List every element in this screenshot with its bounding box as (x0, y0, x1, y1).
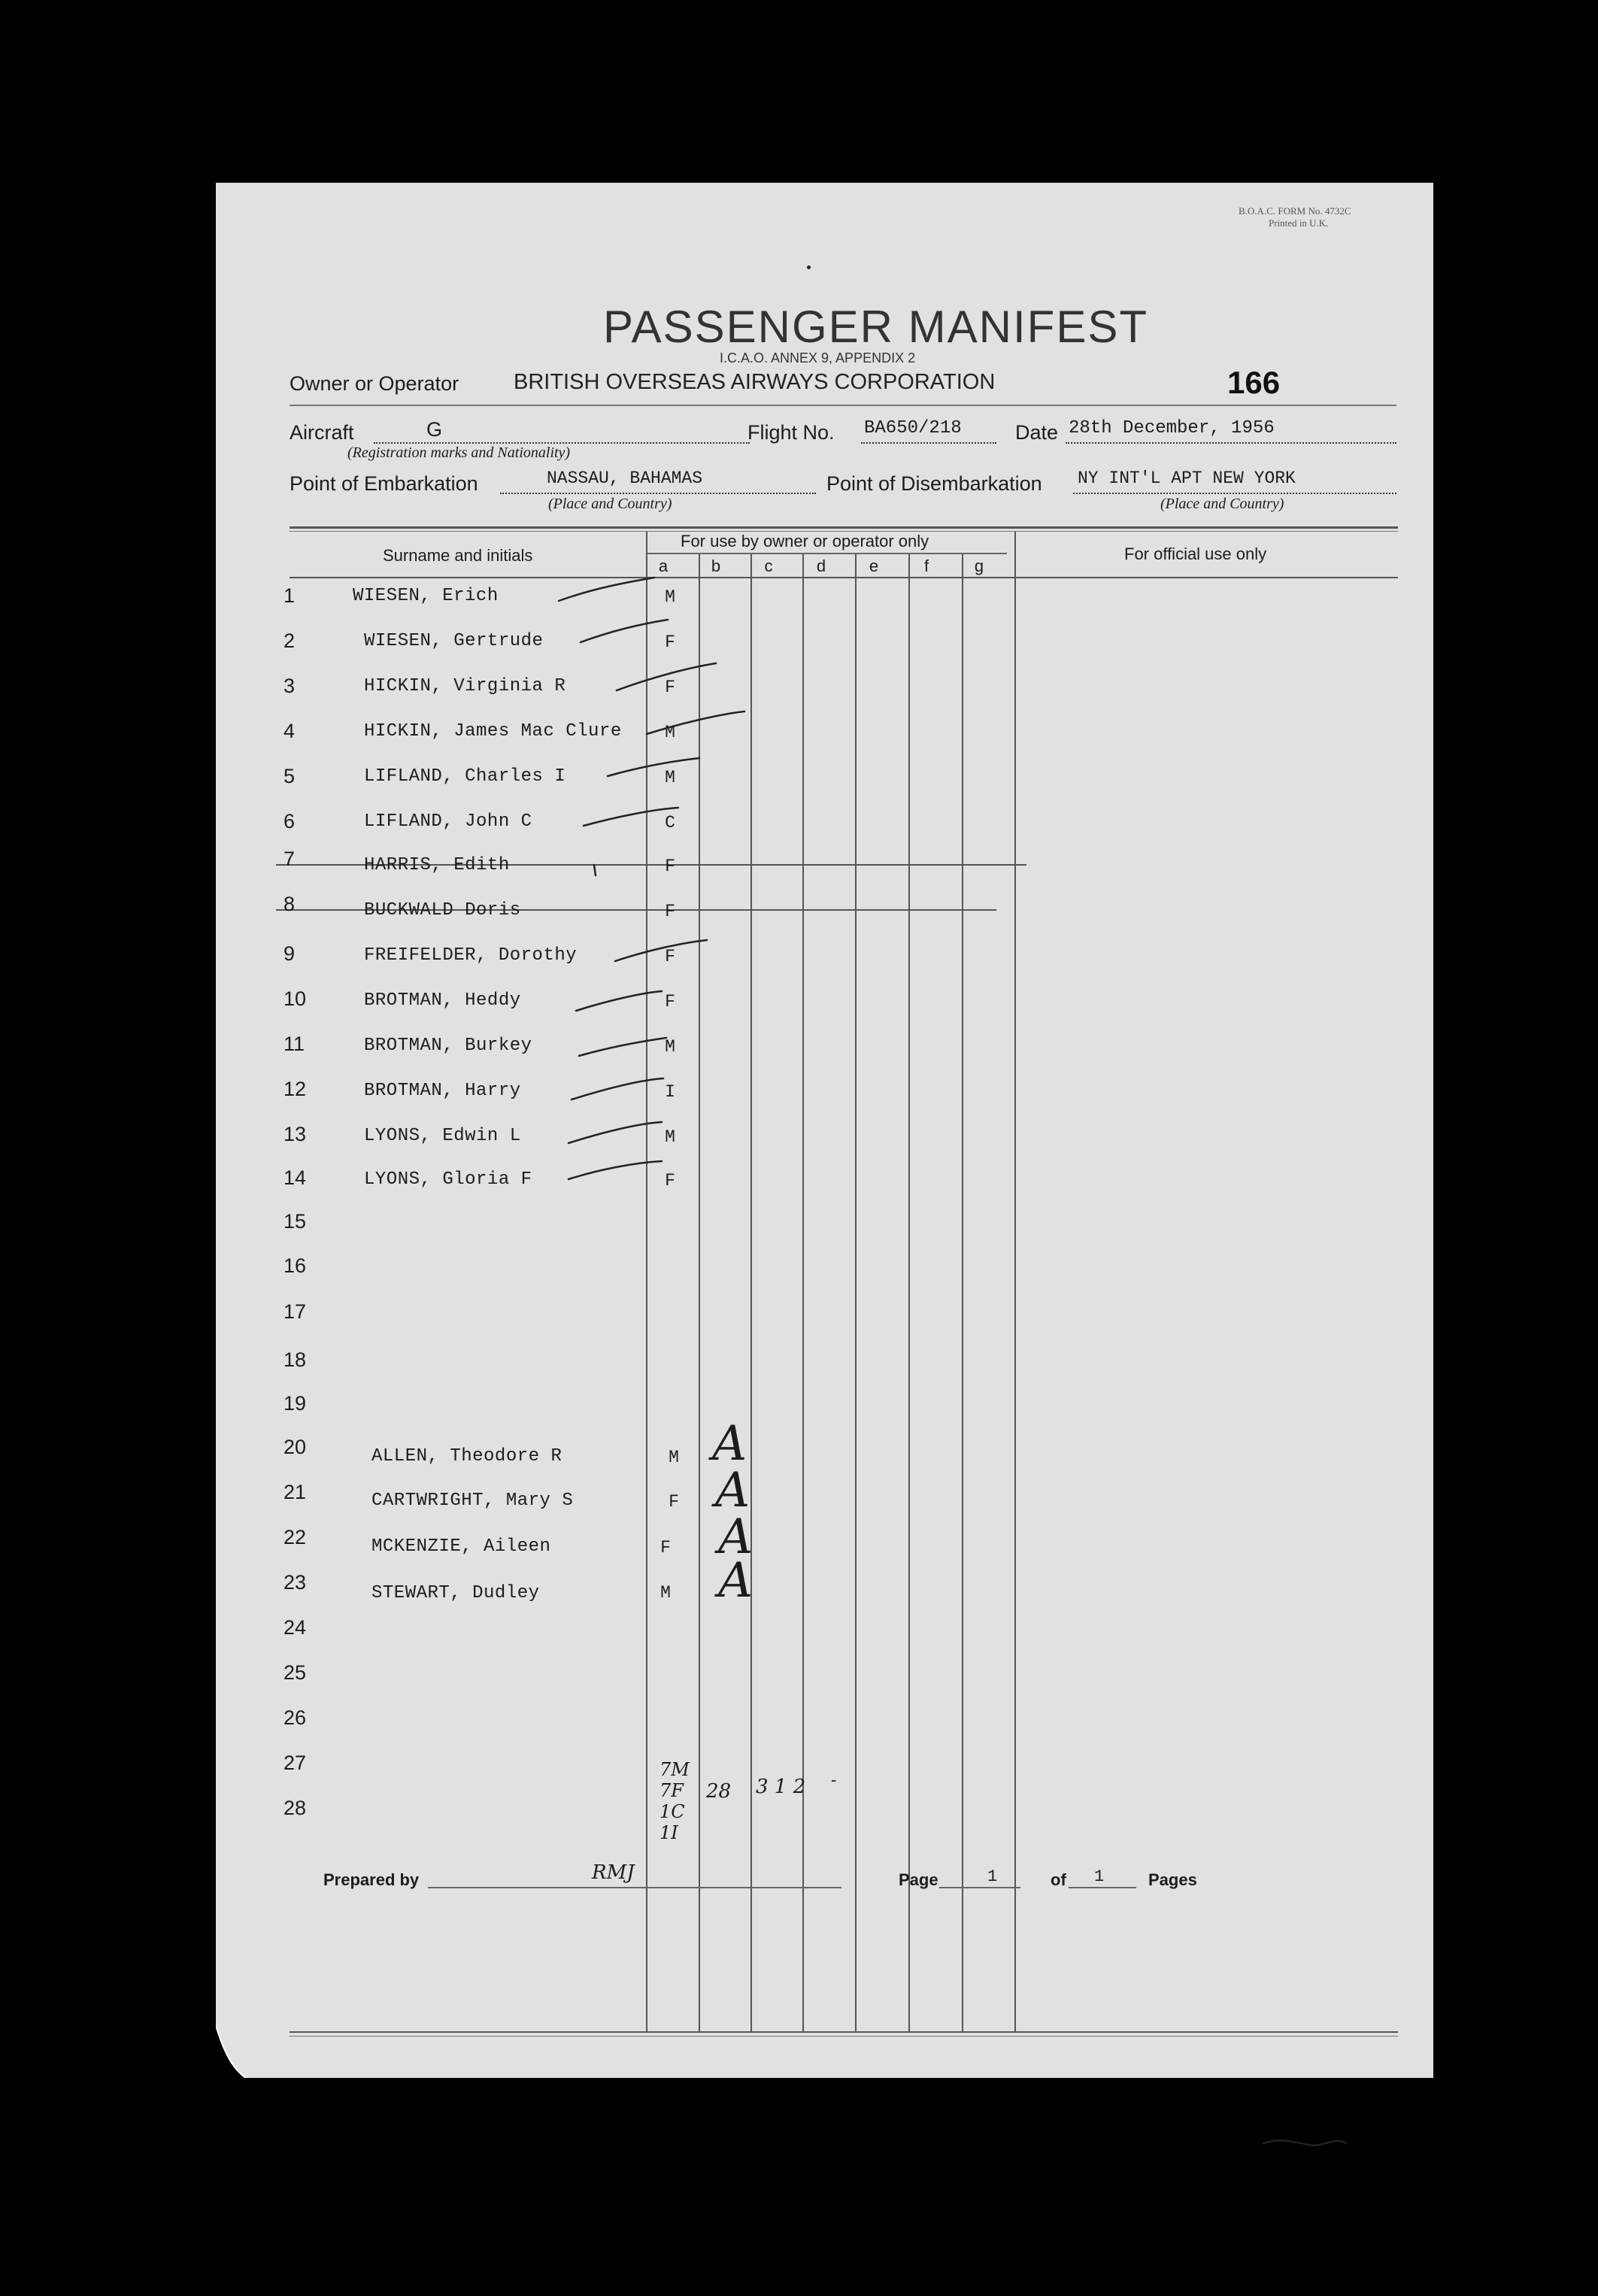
col-letter-f: f (923, 557, 929, 575)
table-top-rule (290, 526, 1398, 529)
passenger-sex: F (665, 947, 675, 966)
page-underline (939, 1887, 1020, 1888)
manifest-sheet (216, 183, 1433, 2078)
handwritten-mark: A (718, 1553, 754, 1609)
passenger-sex: C (665, 813, 675, 833)
prepared-by-initials: RMJ (592, 1861, 635, 1884)
passenger-name: FREIFELDER, Dorothy (364, 945, 578, 966)
disembarkation-label: Point of Disembarkation (826, 472, 1042, 495)
passenger-name-struck: BUCKWALD Doris (364, 900, 521, 921)
row-number: 18 (284, 1348, 307, 1371)
passenger-name: BROTMAN, Burkey (364, 1036, 532, 1056)
passenger-sex: M (665, 768, 675, 787)
form-printed: Printed in U.K. (1269, 217, 1329, 229)
page-corner-curl (216, 2025, 268, 2078)
tally-line: 7M (660, 1759, 690, 1780)
col-line-official (1014, 532, 1016, 2032)
row-number: 6 (284, 810, 296, 833)
passenger-sex: M (665, 587, 675, 607)
passenger-name: LYONS, Gloria F (364, 1169, 532, 1190)
row-number: 13 (284, 1123, 307, 1145)
owner-value: BRITISH OVERSEAS AIRWAYS CORPORATION (514, 370, 996, 394)
col-letter-c: c (764, 557, 773, 575)
col-letter-d: d (816, 557, 826, 575)
flight-label: Flight No. (747, 421, 835, 444)
passenger-sex: F (660, 1538, 671, 1557)
prepared-by-label: Prepared by (323, 1870, 420, 1889)
of-label: of (1051, 1870, 1066, 1889)
official-header: For official use only (1124, 544, 1267, 563)
col-letter-e: e (869, 557, 879, 575)
table-header-rule (290, 577, 1398, 578)
passenger-sex: M (665, 1037, 675, 1057)
passenger-name: BROTMAN, Harry (364, 1081, 521, 1101)
page-title: PASSENGER MANIFEST (603, 302, 1149, 352)
passenger-sex: M (660, 1583, 671, 1603)
col-line-g-left (962, 554, 963, 2032)
passenger-sex: F (669, 1492, 679, 1512)
col-line-d-left (802, 554, 804, 2032)
col-letter-g: g (974, 557, 984, 575)
handwritten-mark: A (712, 1416, 747, 1472)
date-label: Date (1015, 421, 1059, 444)
row-number: 3 (284, 675, 296, 697)
embarkation-label: Point of Embarkation (290, 472, 478, 495)
row-number: 9 (284, 942, 296, 965)
passenger-name: LIFLAND, Charles I (364, 766, 566, 787)
total-b: 28 (706, 1780, 732, 1803)
row-number: 23 (284, 1571, 307, 1594)
handwritten-mark: A (715, 1463, 750, 1518)
passenger-name: WIESEN, Gertrude (364, 631, 544, 651)
page-label: Page (899, 1870, 938, 1889)
row-number: 11 (284, 1033, 305, 1055)
row-number: 17 (284, 1300, 307, 1323)
page-value: 1 (987, 1867, 998, 1886)
total-d: - (831, 1771, 837, 1790)
owner-underline (290, 405, 1396, 406)
tally-line: 7F (660, 1780, 684, 1801)
sheet-number: 166 (1227, 365, 1281, 400)
row-number: 4 (284, 720, 296, 742)
row-number: 20 (284, 1436, 307, 1458)
passenger-sex: F (665, 857, 675, 876)
row-number: 8 (284, 893, 296, 915)
aircraft-value: G (426, 418, 443, 441)
passenger-name: MCKENZIE, Aileen (371, 1536, 551, 1557)
passenger-sex: F (665, 678, 675, 697)
row-number: 28 (284, 1797, 307, 1819)
row-number: 5 (284, 765, 296, 787)
passenger-name: HICKIN, Virginia R (364, 676, 566, 696)
passenger-name: HICKIN, James Mac Clure (364, 721, 622, 742)
of-value: 1 (1094, 1867, 1105, 1886)
owner-label: Owner or Operator (290, 372, 459, 395)
disembarkation-note: (Place and Country) (1160, 496, 1284, 512)
passenger-sex: M (669, 1448, 679, 1467)
tally-line: 1C (660, 1801, 685, 1822)
passenger-sex: F (665, 902, 675, 921)
col-line-e-left (855, 554, 857, 2032)
disembarkation-value: NY INT'L APT NEW YORK (1078, 469, 1296, 488)
row-number: 2 (284, 629, 296, 652)
row-number: 10 (284, 987, 307, 1010)
col-line-a-left (646, 532, 647, 2032)
table-bottom-rule (290, 2031, 1398, 2033)
col-line-c-left (750, 554, 752, 2032)
embarkation-note: (Place and Country) (548, 496, 672, 512)
flight-underline (861, 442, 996, 444)
form-id: B.O.A.C. FORM No. 4732C (1239, 205, 1351, 217)
owner-use-header-rule (646, 553, 1007, 554)
aircraft-label: Aircraft (290, 421, 354, 444)
surname-header: Surname and initials (383, 546, 533, 565)
row-number: 15 (284, 1210, 307, 1233)
passenger-sex: M (665, 723, 675, 742)
passenger-name: WIESEN, Erich (353, 586, 499, 606)
passenger-name: ALLEN, Theodore R (371, 1446, 562, 1466)
passenger-name-struck: HARRIS, Edith (364, 855, 510, 875)
aircraft-underline (374, 442, 750, 444)
row-number: 25 (284, 1661, 307, 1684)
embarkation-value: NASSAU, BAHAMAS (547, 469, 703, 488)
aircraft-note: (Registration marks and Nationality) (347, 444, 571, 461)
total-c: 3 1 2 (756, 1776, 806, 1798)
passenger-name: BROTMAN, Heddy (364, 990, 521, 1011)
passenger-name: LIFLAND, John C (364, 811, 532, 832)
row-number: 7 (284, 848, 296, 870)
row-number: 14 (284, 1166, 307, 1189)
col-letter-b: b (711, 557, 721, 575)
of-underline (1069, 1887, 1136, 1888)
row-number: 22 (284, 1526, 307, 1548)
row-number: 21 (284, 1481, 307, 1503)
row-number: 27 (284, 1752, 307, 1774)
tally-line: 1I (660, 1822, 678, 1843)
disembarkation-underline (1073, 493, 1396, 494)
date-underline (1066, 442, 1396, 444)
passenger-sex: F (665, 992, 675, 1012)
owner-use-header: For use by owner or operator only (681, 532, 929, 550)
col-line-b-left (699, 554, 700, 2032)
row-number: 12 (284, 1078, 307, 1100)
embarkation-underline (500, 493, 816, 494)
punch-dot (807, 265, 811, 269)
passenger-name: CARTWRIGHT, Mary S (371, 1491, 574, 1511)
date-value: 28th December, 1956 (1069, 418, 1275, 438)
page-subtitle: I.C.A.O. ANNEX 9, APPENDIX 2 (720, 350, 916, 365)
passenger-sex: I (665, 1082, 675, 1102)
table-bottom-rule-2 (290, 2036, 1398, 2037)
prepared-by-underline (428, 1887, 841, 1888)
pages-label: Pages (1148, 1870, 1197, 1889)
handwritten-mark: A (718, 1509, 754, 1565)
row-number: 16 (284, 1254, 307, 1277)
passenger-name: LYONS, Edwin L (364, 1126, 521, 1146)
row-number: 19 (284, 1392, 307, 1415)
row-number: 24 (284, 1616, 307, 1639)
flight-value: BA650/218 (864, 418, 962, 438)
passenger-name: STEWART, Dudley (371, 1583, 540, 1603)
col-letter-a: a (658, 557, 669, 575)
row-number: 1 (284, 584, 296, 607)
passenger-sex: F (665, 632, 675, 652)
row-number: 26 (284, 1706, 307, 1729)
passenger-sex: M (665, 1127, 675, 1147)
passenger-sex: F (665, 1171, 675, 1190)
col-line-f-left (908, 554, 910, 2032)
